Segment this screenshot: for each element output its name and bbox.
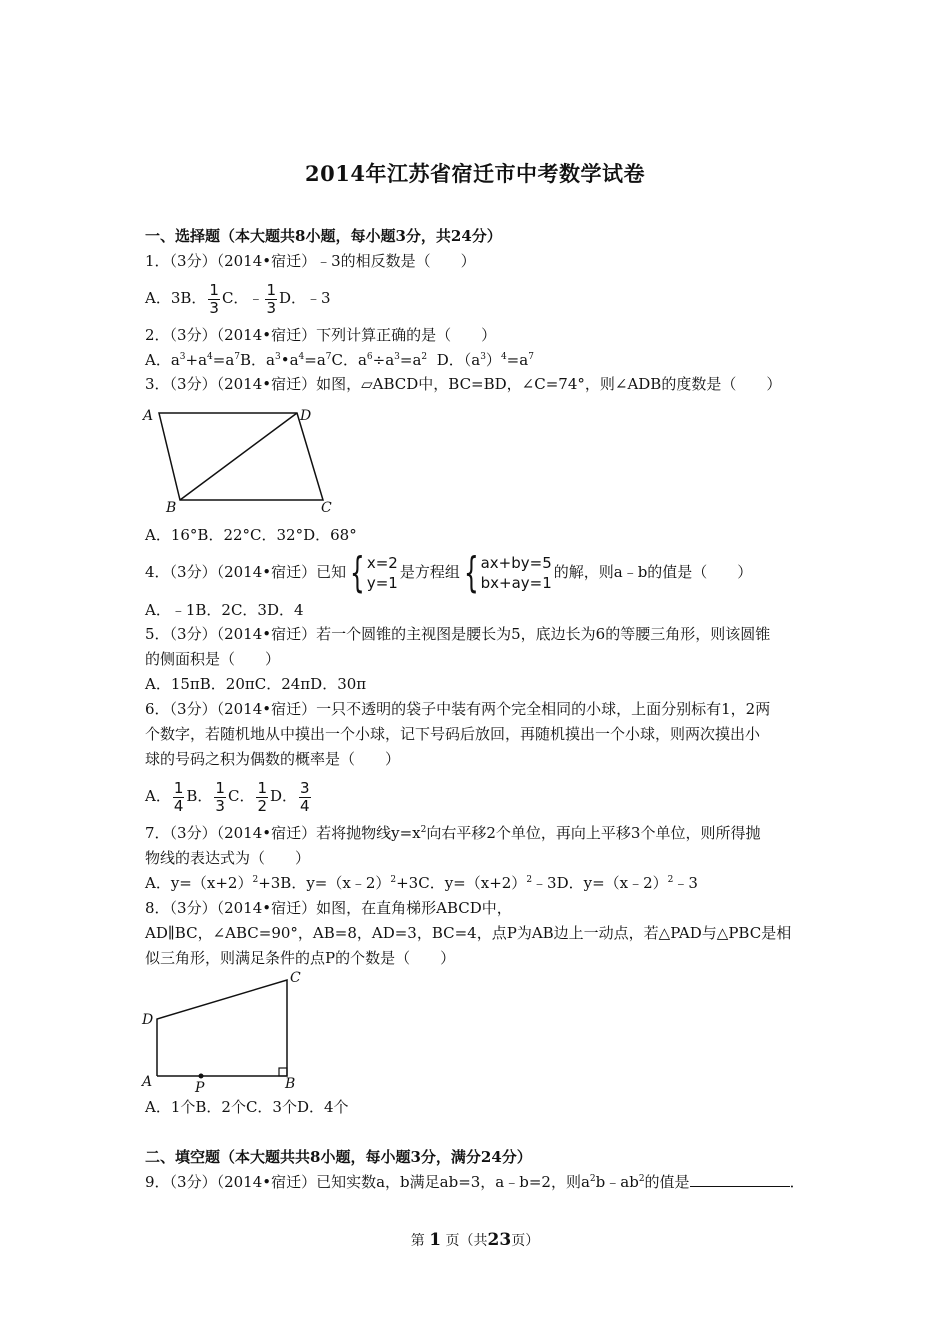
equation-system-1: { x=2 y=1 [350, 548, 398, 597]
question-6-line-2: 个数字，若随机地从中摸出一个小球，记下号码后放回，再随机摸出一个小球，则两次摸出小 [145, 725, 761, 743]
label-d: D [142, 1012, 154, 1028]
question-2-options: A．$a^3+a^4=a^7B$．$a^3•a^4=a^7C$．$a^6\div a^3=a^2$ D．$(a^3)^4=a^7$ [145, 351, 534, 369]
trapezoid-abcd [157, 980, 287, 1076]
question-5-line-2: 的侧面积是（ ） [145, 650, 281, 668]
page-footer: 第 1 页（共23页） [410, 1230, 540, 1250]
label-p: P [195, 1080, 205, 1093]
answer-blank [690, 1172, 790, 1187]
label-a: A [142, 1074, 153, 1090]
section-heading-fill: 二、填空题（本大题共共8小题，每小题3分，满分24分） [145, 1148, 532, 1166]
question-2-stem: 2．（3分）（2014•宿迁）下列计算正确的是（ ） [145, 326, 497, 344]
fraction: $\frac{1}{3}$ [215, 778, 225, 815]
fraction: $\frac{3}{4}$ [300, 778, 310, 815]
label-a: A [143, 408, 154, 424]
equation-system-2: { ax+by=5 bx+ay=1 [463, 548, 552, 597]
question-9: 9．（3分）（2014•宿迁）已知实数a，b满足ab=3，a﹣b=2，则$a^2b﹣ab^2$的值是 ． [145, 1173, 805, 1191]
question-4-options: A．﹣1B．2C．3D．4 [145, 601, 304, 619]
fraction: $\frac{1}{4}$ [173, 778, 184, 815]
question-1-stem: 1．（3分）（2014•宿迁）﹣3的相反数是（ ） [145, 252, 476, 270]
parallelogram-figure [140, 402, 340, 517]
fraction: $\frac{1}{3}$ [266, 280, 276, 317]
trapezoid-figure [140, 968, 310, 1093]
page-number: 1 [429, 1230, 442, 1250]
question-4-stem: 4．（3分）（2014•宿迁）已知 { x=2 y=1 是方程组 { ax+by=5 bx+ay=1 的解，则a﹣b的值是（ ） [145, 548, 753, 597]
question-1-options: A．3B． $\frac{1}{3}$ C．﹣ $\frac{1}{3}$ D．﹣3 [145, 280, 331, 317]
question-6-line-3: 球的号码之积为偶数的概率是（ ） [145, 750, 401, 768]
question-6-options: A． $\frac{1}{4}$ B． $\frac{1}{3}$ C． $\frac{1}{2}$ D． $\frac{3}{4}$ [145, 778, 310, 815]
question-7-line-2: 物线的表达式为（ ） [145, 849, 311, 867]
question-6-line-1: 6．（3分）（2014•宿迁）一只不透明的袋子中装有两个完全相同的小球，上面分别标有1，2两 [145, 700, 771, 718]
question-8-options: A．1个B．2个C．3个D．4个 [145, 1098, 349, 1116]
question-7-line-1: 7．（3分）（2014•宿迁）若将抛物线$y=x^2$向右平移2个单位，再向上平移3个单位，则所得抛 [145, 824, 761, 842]
diagonal-bd [180, 413, 297, 500]
question-8-line-3: 似三角形，则满足条件的点P的个数是（ ） [145, 949, 456, 967]
label-c: C [290, 970, 301, 986]
label-c: C [321, 500, 332, 516]
question-5-line-1: 5．（3分）（2014•宿迁）若一个圆锥的主视图是腰长为5，底边长为6的等腰三角形，则该圆锥 [145, 625, 771, 643]
page-title: 2014年江苏省宿迁市中考数学试卷 [305, 161, 645, 186]
point-p [199, 1074, 204, 1079]
question-8-line-2: AD∥BC，∠ABC=90°，AB=8，AD=3，BC=4，点P为AB边上一动点，若△PAD与△PBC是相 [145, 924, 792, 942]
question-5-options: A．15πB．20πC．24πD．30π [145, 675, 367, 693]
page-total: 23 [487, 1230, 512, 1250]
label-b: B [166, 500, 177, 516]
label-d: D [300, 408, 312, 424]
question-7-options: A．$y=(x+2)^2+3B$．y=（x﹣2）$^2$+3C．$y=(x+2)^2﹣3D$．y=（x﹣2）$^2$﹣3 [145, 874, 698, 892]
question-8-line-1: 8．（3分）（2014•宿迁）如图，在直角梯形ABCD中， [145, 899, 512, 917]
question-3-options: A．16°B．22°C．32°D．68° [145, 526, 357, 544]
section-heading-choice: 一、选择题（本大题共8小题，每小题3分，共24分） [145, 227, 502, 245]
fraction: $\frac{1}{2}$ [257, 778, 267, 815]
fraction: $\frac{1}{3}$ [209, 280, 219, 317]
question-3-stem: 3．（3分）（2014•宿迁）如图，▱ABCD中，BC=BD，∠C=74°，则∠ADB的度数是（ ） [145, 375, 782, 393]
parallelogram-abcd [159, 413, 323, 500]
label-b: B [285, 1076, 296, 1092]
right-angle-mark [279, 1068, 287, 1076]
